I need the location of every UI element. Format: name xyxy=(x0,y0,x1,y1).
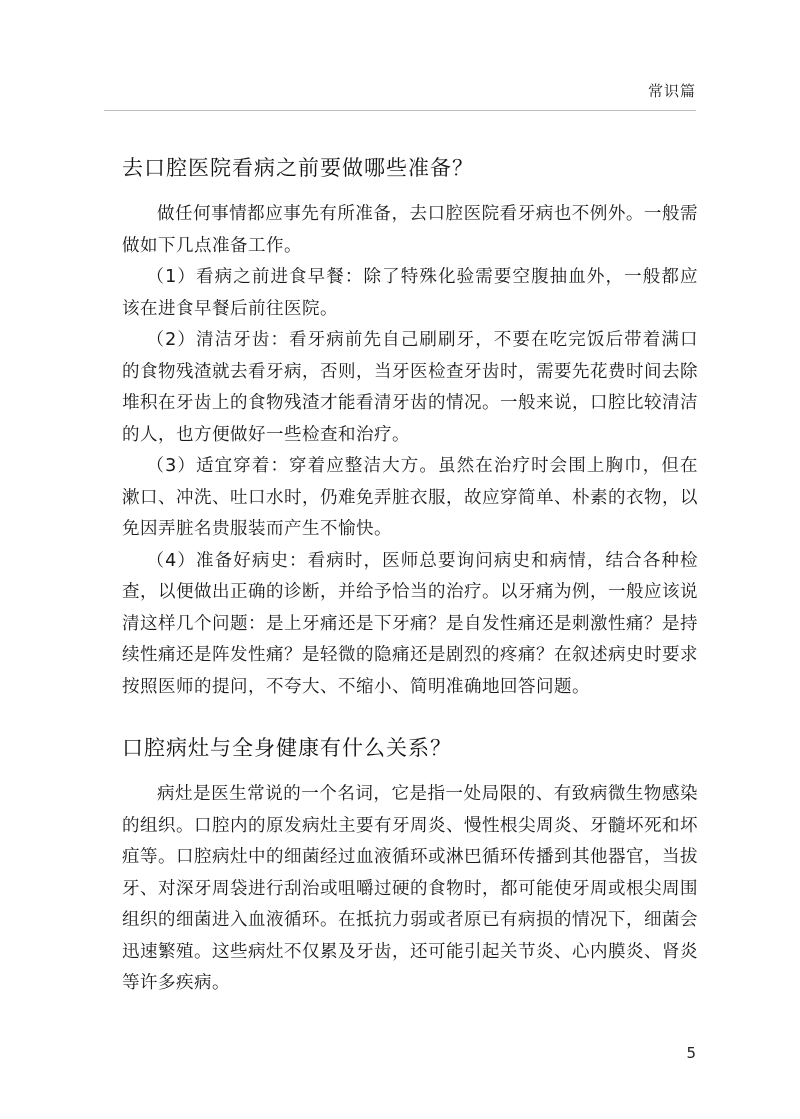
paragraph-intro: 做任何事情都应事先有所准备，去口腔医院看牙病也不例外。一般需做如下几点准备工作。 xyxy=(122,204,698,256)
paragraph-item-clean-teeth: （2）清洁牙齿：看牙病前先自己刷刷牙，不要在吃完饭后带着满口的食物残渣就去看牙病，否则，当牙医检查牙齿时，需要先花费时间去除堆积在牙齿上的食物残渣才能看清牙齿的情况。一般来说，口腔比较清洁的人，也方便做好一些检查和治疗。 xyxy=(122,330,698,445)
page-number: 5 xyxy=(686,1044,696,1062)
section-body-preparation xyxy=(122,199,698,703)
running-head: 常识篇 xyxy=(647,82,696,100)
section-title-preparation: 去口腔医院看病之前要做哪些准备？ xyxy=(122,156,474,180)
paragraph-item-history: （4）准备好病史：看病时，医师总要询问病史和病情，结合各种检查，以便做出正确的诊断，并给予恰当的治疗。以牙痛为例，一般应该说清这样几个问题：是上牙痛还是下牙痛？是自发性痛还是刺激性痛？是持续性痛还是阵发性痛？是轻微的隐痛还是剧烈的疼痛？在叙述病史时要求按照医师的提问，不夸大、不缩小、简明准确地回答问题。 xyxy=(122,550,698,697)
section-body-focal-infection xyxy=(122,779,698,1000)
paragraph-item-clothing: （3）适宜穿着：穿着应整洁大方。虽然在治疗时会围上胸巾，但在漱口、冲洗、吐口水时，仍难免弄脏衣服，故应穿简单、朴素的衣物，以免因弄脏名贵服装而产生不愉快。 xyxy=(122,456,698,539)
paragraph-focal-infection: 病灶是医生常说的一个名词，它是指一处局限的、有致病微生物感染的组织。口腔内的原发病灶主要有牙周炎、慢性根尖周炎、牙髓坏死和坏疽等。口腔病灶中的细菌经过血液循环或淋巴循环传播到其他器官，当拔牙、对深牙周袋进行刮治或咀嚼过硬的食物时，都可能使牙周或根尖周围组织的细菌进入血液循环。在抵抗力弱或者原已有病损的情况下，细菌会迅速繁殖。这些病灶不仅累及牙齿，还可能引起关节炎、心内膜炎、肾炎等许多疾病。 xyxy=(122,784,698,993)
section-title-focal-infection: 口腔病灶与全身健康有什么关系？ xyxy=(122,736,452,760)
paragraph-item-breakfast: （1）看病之前进食早餐：除了特殊化验需要空腹抽血外，一般都应该在进食早餐后前往医院。 xyxy=(122,267,698,319)
header-divider xyxy=(104,110,696,111)
